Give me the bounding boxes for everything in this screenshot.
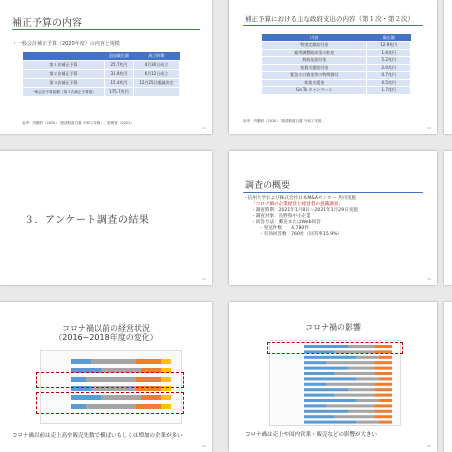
bar-segment	[335, 394, 375, 397]
bar-segment	[304, 383, 326, 386]
bar-segment	[374, 394, 392, 397]
section-title: ３．アンケート調査の結果	[24, 215, 150, 226]
bar-segment	[379, 377, 392, 380]
table-header: 内容	[262, 34, 367, 42]
bar-segment	[357, 399, 379, 402]
table-cell: Go To キャンペーン	[262, 87, 367, 95]
bullet-text: ・信州大学および株式会社日本M&Aセンター 共同実施	[243, 196, 357, 201]
table-cell: 5.2兆円	[367, 57, 411, 65]
table-cell: 0.7兆円	[367, 72, 411, 80]
bar-segment	[374, 415, 392, 418]
bar-segment	[161, 359, 171, 364]
bar-segment	[348, 367, 374, 370]
bar-segment	[379, 399, 392, 402]
reference-text: 参考：内閣府（2020）「経済財政白書 令和２年版」	[243, 119, 325, 123]
bar-segment	[304, 394, 335, 397]
bullet-text: ・回答方法：郵送またはWeb回答	[251, 220, 321, 225]
budget-table	[22, 52, 180, 97]
title-line: コロナ禍以前の経営状況	[62, 324, 150, 333]
bar-segment	[379, 421, 392, 424]
slide-thumbnail-22[interactable]	[229, 0, 437, 134]
highlight-box	[36, 372, 184, 388]
slide-annotation: コロナ禍は売上や国内営業・販売などの影響が大きい	[245, 432, 378, 438]
page-number: 26	[427, 444, 431, 448]
slide-thumbnail-partial[interactable]	[444, 302, 452, 452]
table-row	[262, 87, 411, 95]
slide-title: 補正予算における主な政府支出の内容（第１次・第２次）	[245, 15, 414, 23]
bar-segment	[304, 356, 357, 359]
bar-segment	[304, 399, 357, 402]
bar-segment	[304, 410, 348, 413]
table-cell: 15.4兆円	[105, 79, 134, 88]
slide-thumbnail-partial[interactable]	[444, 0, 452, 134]
page-number: 24	[427, 277, 431, 281]
table-cell: 175.7兆円	[105, 88, 134, 97]
bar-segment	[326, 383, 374, 386]
table-cell: 1.6兆円	[367, 49, 411, 57]
bullet-text: ・調査対象：長野県中小企業	[251, 214, 311, 219]
table-cell: 特別定額給付金	[262, 42, 367, 50]
bullet-text: ・有効回答数 760社（回答率15.9%）	[259, 232, 343, 237]
bar-segment	[136, 359, 161, 364]
bar-segment	[304, 367, 348, 370]
bar-segment	[91, 359, 136, 364]
slide-thumbnail-21[interactable]	[0, 0, 212, 134]
table-row	[23, 61, 180, 70]
table-header: 歳出額	[367, 34, 411, 42]
table-cell: 第２次補正予算	[23, 70, 105, 79]
table-row	[23, 88, 180, 97]
bar-segment	[357, 421, 379, 424]
table-header: 追加歳出額	[105, 52, 134, 61]
table-row	[23, 79, 180, 88]
slide-title: 補正予算の内容	[12, 18, 82, 29]
bullet-text: ・一般会計補正予算（2020年度）の内容と規模	[12, 41, 120, 47]
bar-segment	[348, 388, 374, 391]
bar-segment	[357, 377, 379, 380]
table-cell	[133, 88, 179, 97]
bar-segment	[348, 410, 374, 413]
table-row	[262, 79, 411, 87]
highlight-box	[267, 342, 403, 354]
table-cell: 31.9兆円	[105, 70, 134, 79]
bar-segment	[304, 421, 357, 424]
table-cell: 0.5兆円	[367, 79, 411, 87]
survey-overview	[243, 196, 358, 238]
slide-title: コロナ禍の影響	[305, 323, 361, 332]
bar-segment	[304, 372, 335, 375]
table-cell: 12月25日閣議決定	[133, 79, 179, 88]
slide-thumbnail-partial[interactable]	[444, 151, 452, 285]
table-row	[262, 57, 411, 65]
bar-segment	[304, 415, 335, 418]
table-row	[23, 70, 180, 79]
bar-segment	[326, 404, 374, 407]
reference-text: 参考：内閣府（2020）「経済財政白書 令和２年版」、財務省（2021）	[22, 121, 134, 125]
table-cell: 休業支援金	[262, 79, 367, 87]
chart-bars	[304, 345, 392, 424]
table-header-row	[262, 34, 411, 42]
table-cell: 雇用調整助成金の拡充	[262, 49, 367, 57]
table-cell: 一般会計予算総額（第３次補正予算後）	[23, 88, 105, 97]
bar-segment	[335, 372, 375, 375]
table-cell: 25.7兆円	[105, 61, 134, 70]
bar-segment	[374, 410, 392, 413]
title-underline	[12, 29, 200, 30]
slide-title	[0, 324, 212, 342]
slide-thumbnail-25[interactable]	[0, 302, 212, 452]
title-line: （2016~2018年度の変化）	[54, 333, 158, 342]
table-cell: 第３次補正予算	[23, 79, 105, 88]
table-cell: 緊急小口資金等の特例貸付	[262, 72, 367, 80]
table-header	[23, 52, 105, 61]
bar-segment	[374, 367, 392, 370]
title-underline	[243, 192, 423, 193]
slide-thumbnail-26[interactable]	[229, 302, 437, 452]
table-cell: 1.7兆円	[367, 87, 411, 95]
bar-segment	[374, 361, 392, 364]
slide-annotation: コロナ禍以前は売上高や販売先数で横ばいもしくは増加の企業が多い	[12, 433, 183, 439]
bar-segment	[357, 356, 379, 359]
page-number: 22	[427, 126, 431, 130]
bar-segment	[304, 361, 326, 364]
bar-segment	[374, 383, 392, 386]
bar-segment	[71, 359, 91, 364]
bar-segment	[335, 415, 375, 418]
page-number: 23	[202, 277, 206, 281]
table-cell: 12.9兆円	[367, 42, 411, 50]
bullet-text: ・調査時期：2021年1月8日～2021年1月29日実施	[251, 208, 358, 213]
bar-segment	[379, 356, 392, 359]
slide-thumbnail-23[interactable]	[0, 151, 212, 285]
highlight-box	[36, 392, 184, 414]
bar-segment	[304, 404, 326, 407]
table-cell: 6月12日成立	[133, 70, 179, 79]
table-row	[262, 64, 411, 72]
page-number: 21	[202, 126, 206, 130]
table-cell: 家賃支援給付金	[262, 64, 367, 72]
bar-segment	[374, 388, 392, 391]
slide-thumbnail-24[interactable]	[229, 151, 437, 285]
bar-segment	[326, 361, 374, 364]
table-cell: 持続化給付金	[262, 57, 367, 65]
table-row	[262, 49, 411, 57]
table-cell: 2.0兆円	[367, 64, 411, 72]
bar-segment	[304, 377, 357, 380]
spending-table	[261, 34, 411, 95]
table-cell: 第１次補正予算	[23, 61, 105, 70]
table-header-row	[23, 52, 180, 61]
title-underline	[243, 25, 423, 26]
table-cell: 4月30日成立	[133, 61, 179, 70]
bar-segment	[374, 404, 392, 407]
table-row	[262, 72, 411, 80]
bar-segment	[374, 372, 392, 375]
slide-title: 調査の概要	[245, 181, 291, 191]
bullet-text: ・発送件数 4,780件	[259, 226, 309, 231]
bar-segment	[304, 388, 348, 391]
survey-name: 「コロナ禍の企業経営と経営者の意識調査」	[251, 202, 343, 207]
page-number: 25	[202, 444, 206, 448]
table-row	[262, 42, 411, 50]
table-header: 成立時期	[133, 52, 179, 61]
